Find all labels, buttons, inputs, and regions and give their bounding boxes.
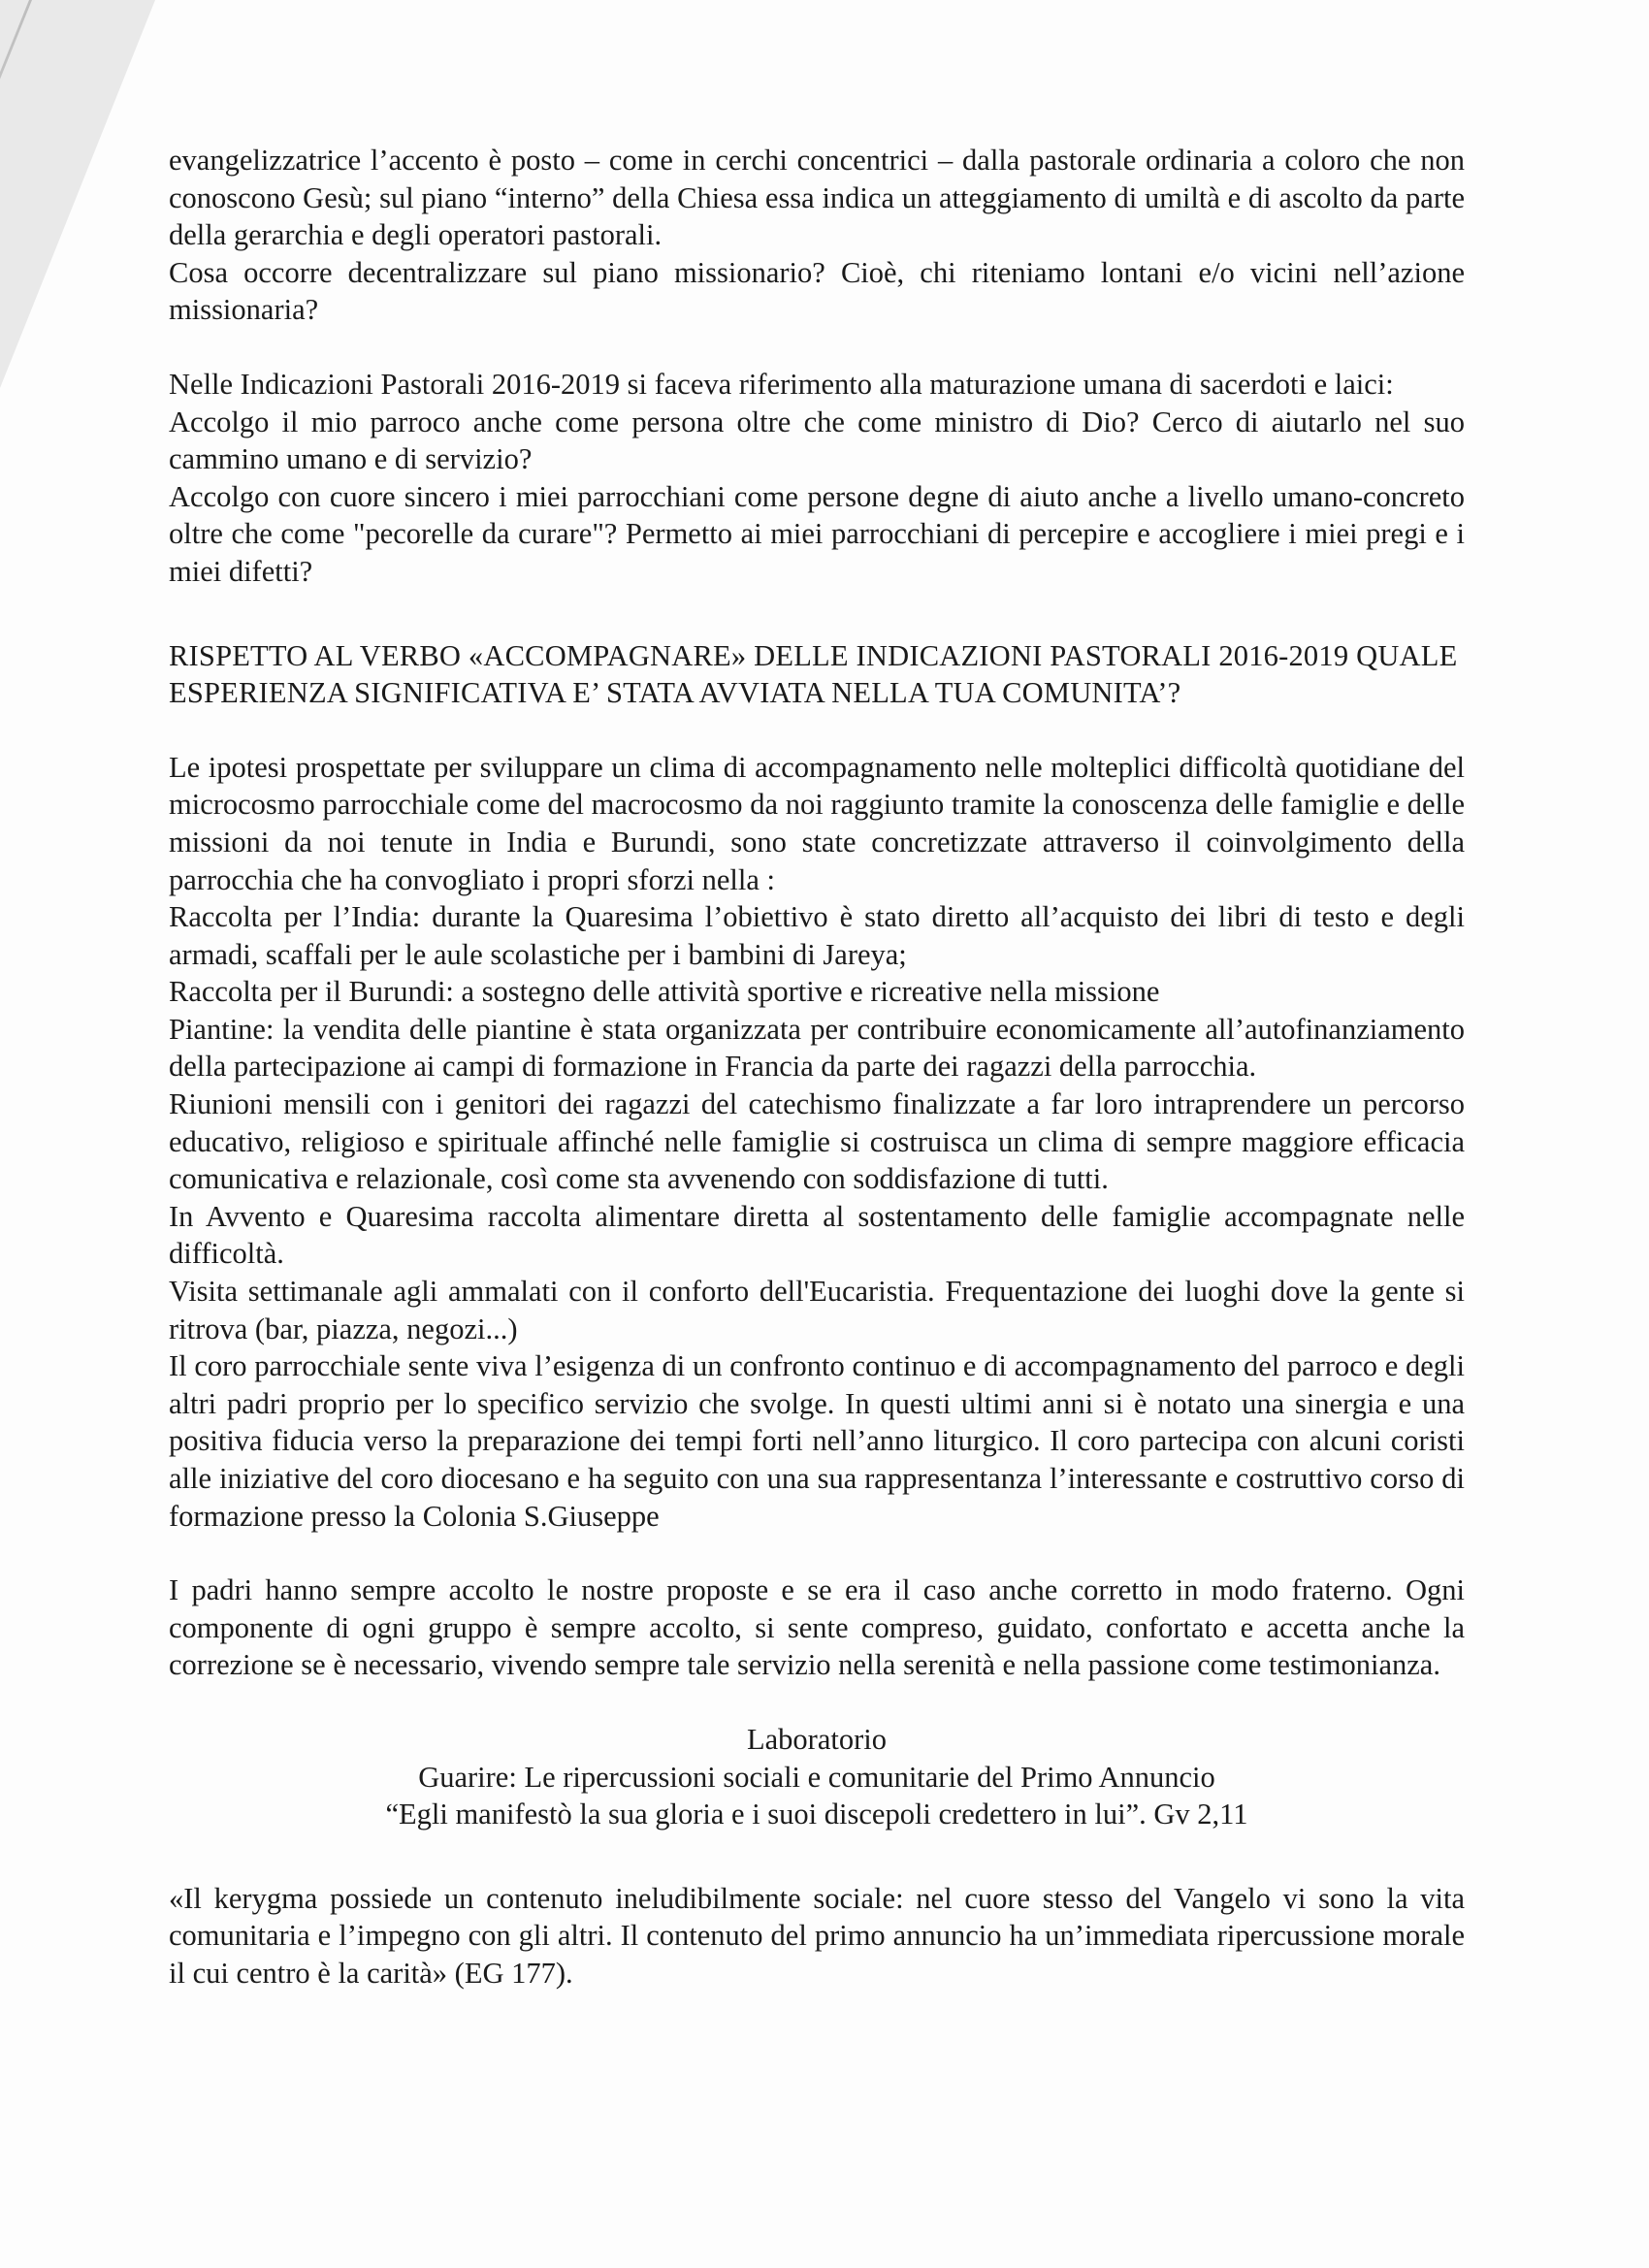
spacer (169, 1684, 1465, 1721)
spacer (169, 1833, 1465, 1880)
folded-corner (0, 0, 155, 388)
laboratorio-title: Laboratorio (747, 1722, 887, 1756)
paragraph-intro-2: Cosa occorre decentralizzare sul piano missionario? Cioè, chi riteniamo lontani e/o vicini nell’azione missionaria? (169, 255, 1465, 327)
section-heading: RISPETTO AL VERBO «ACCOMPAGNARE» DELLE INDICAZIONI PASTORALI 2016-2019 QUALE ESPERIENZA SIGNIFICATIVA E’ STATA AVVIATA NELLA TUA COMUNITA’? (169, 638, 1458, 710)
paragraph-esperienze-7: Visita settimanale agli ammalati con il conforto dell'Eucaristia. Frequentazione dei luoghi dove la gente si ritrova (bar, piazza, negozi...) (169, 1275, 1465, 1345)
spacer (169, 591, 1465, 637)
paragraph-indicazioni-3: Accolgo con cuore sincero i miei parrocchiani come persone degne di aiuto anche a livello umano-concreto oltre che come "pecorelle da curare"? Permetto ai miei parrocchiani di percepire e accogliere i miei pregi e i miei difetti? (169, 479, 1465, 588)
paragraph-esperienze-8: Il coro parrocchiale sente viva l’esigenza di un confronto continuo e di accompagnamento del parroco e degli altri padri proprio per lo specifico servizio che svolge. In questi ultimi anni si è notato una sinergia e una positiva fiducia verso la preparazione dei tempi forti nell’anno liturgico. Il coro partecipa con alcuni coristi alle iniziative del coro diocesano e ha seguito con una sua rappresentanza l’interessante e costruttivo corso di formazione presso la Colonia S.Giuseppe (169, 1349, 1465, 1533)
spacer (169, 329, 1465, 366)
paragraph-esperienze-4: Piantine: la vendita delle piantine è stata organizzata per contribuire economicamente all’autofinanziamento della partecipazione ai campi di formazione in Francia da parte dei ragazzi della parrocchia. (169, 1012, 1465, 1084)
paragraph-esperienze-1: Le ipotesi prospettate per sviluppare un clima di accompagnamento nelle molteplici difficoltà quotidiane del microcosmo parrocchiale come del macrocosmo da noi raggiunto tramite la conoscenza delle famiglie e delle missioni da noi tenute in India e Burundi, sono state concretizzate attraverso il coinvolgimento della parrocchia che ha convogliato i propri sforzi nella : (169, 750, 1465, 896)
spacer (169, 712, 1465, 749)
laboratorio-quote: “Egli manifestò la sua gloria e i suoi discepoli credettero in lui”. Gv 2,11 (385, 1798, 1248, 1831)
paragraph-indicazioni-2: Accolgo il mio parroco anche come persona oltre che come ministro di Dio? Cerco di aiutarlo nel suo cammino umano e di servizio? (169, 405, 1465, 476)
laboratorio-subtitle: Guarire: Le ripercussioni sociali e comunitarie del Primo Annuncio (418, 1760, 1215, 1794)
document-body (169, 142, 1465, 1993)
spacer (169, 1535, 1465, 1571)
paragraph-padri: I padri hanno sempre accolto le nostre proposte e se era il caso anche corretto in modo fraterno. Ogni componente di ogni gruppo è sempre accolto, si sente compreso, guidato, confortato e accetta anche la correzione se è necessario, vivendo sempre tale servizio nella serenità e nella passione come testimonianza. (169, 1573, 1465, 1682)
paragraph-indicazioni-1: Nelle Indicazioni Pastorali 2016-2019 si faceva riferimento alla maturazione umana di sacerdoti e laici: (169, 367, 1394, 401)
paragraph-esperienze-6: In Avvento e Quaresima raccolta alimentare diretta al sostentamento delle famiglie accompagnate nelle difficoltà. (169, 1199, 1465, 1271)
paragraph-esperienze-2: Raccolta per l’India: durante la Quaresima l’obiettivo è stato diretto all’acquisto dei libri di testo e degli armadi, scaffali per le aule scolastiche per i bambini di Jareya; (169, 900, 1465, 971)
paragraph-intro-1: evangelizzatrice l’accento è posto – come in cerchi concentrici – dalla pastorale ordinaria a coloro che non conoscono Gesù; sul piano “interno” della Chiesa essa indica un atteggiamento di umiltà e di ascolto da parte della gerarchia e degli operatori pastorali. (169, 144, 1465, 252)
paragraph-esperienze-5: Riunioni mensili con i genitori dei ragazzi del catechismo finalizzate a far loro intraprendere un percorso educativo, religioso e spirituale affinché nelle famiglie si costruisca un clima di sempre maggiore efficacia comunicativa e relazionale, così come sta avvenendo con soddisfazione di tutti. (169, 1087, 1465, 1196)
paragraph-esperienze-3: Raccolta per il Burundi: a sostegno delle attività sportive e ricreative nella missione (169, 975, 1160, 1009)
paragraph-kerygma: «Il kerygma possiede un contenuto ineludibilmente sociale: nel cuore stesso del Vangelo vi sono la vita comunitaria e l’impegno con gli altri. Il contenuto del primo annuncio ha un’immediata ripercussione morale il cui centro è la carità» (EG 177). (169, 1881, 1465, 1990)
